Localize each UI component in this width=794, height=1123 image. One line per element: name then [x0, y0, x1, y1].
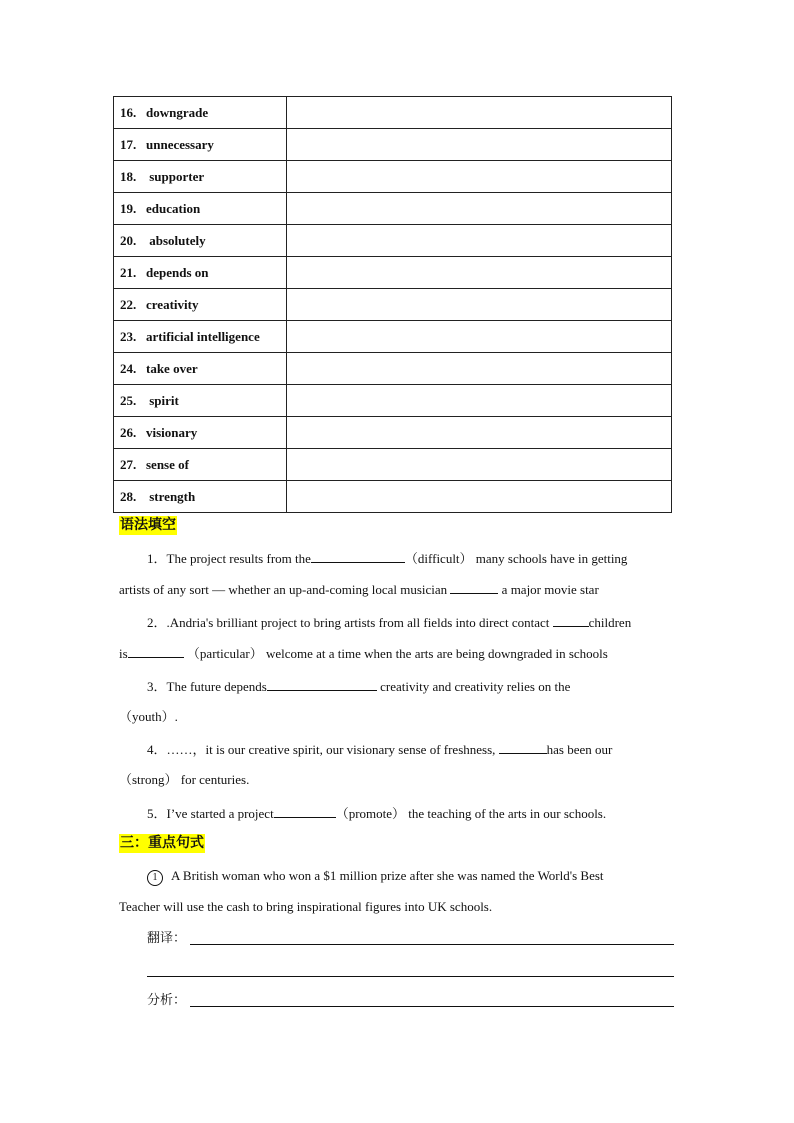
grammar-question-3-line-1: 3．The future depends creativity and creativity relies on the — [147, 679, 571, 694]
vocab-answer-cell[interactable] — [287, 193, 672, 225]
vocab-term-cell — [114, 193, 287, 225]
vocab-term-cell — [114, 353, 287, 385]
vocab-answer-cell[interactable] — [287, 385, 672, 417]
key-sentences-heading: 三：重点句式 — [120, 835, 204, 851]
answer-blank[interactable] — [450, 581, 498, 594]
answer-blank[interactable] — [267, 678, 377, 691]
grammar-question-4-line-2: （strong） for centuries. — [119, 772, 250, 787]
vocab-term-cell — [114, 385, 287, 417]
vocab-row — [114, 257, 672, 289]
vocab-number: 25. — [120, 392, 137, 408]
vocab-term: artificial intelligence — [146, 328, 260, 344]
vocab-term-cell — [114, 321, 287, 353]
vocab-answer-cell[interactable] — [287, 257, 672, 289]
vocab-number: 23. — [120, 328, 137, 344]
translation-answer-line-1[interactable] — [190, 944, 674, 945]
vocab-number: 24. — [120, 360, 137, 376]
vocab-term-cell — [114, 225, 287, 257]
vocab-number: 18. — [120, 168, 137, 184]
vocab-row — [114, 353, 672, 385]
vocab-answer-cell[interactable] — [287, 161, 672, 193]
circled-number-marker: 1 — [147, 870, 163, 886]
vocab-term-cell — [114, 161, 287, 193]
vocabulary-table — [113, 96, 672, 513]
vocab-term: sense of — [146, 456, 189, 472]
vocab-term: absolutely — [146, 232, 206, 248]
vocab-term: strength — [146, 488, 196, 504]
vocab-number: 21. — [120, 264, 137, 280]
vocab-row — [114, 97, 672, 129]
vocab-term: unnecessary — [146, 136, 214, 152]
vocab-term-cell — [114, 417, 287, 449]
vocab-row — [114, 161, 672, 193]
answer-blank[interactable] — [499, 741, 547, 754]
answer-blank[interactable] — [128, 645, 184, 658]
answer-blank[interactable] — [274, 805, 336, 818]
vocab-answer-cell[interactable] — [287, 321, 672, 353]
vocab-answer-cell[interactable] — [287, 129, 672, 161]
vocab-term-cell — [114, 449, 287, 481]
key-sentence-1-line-1: 1 A British woman who won a $1 million prize after she was named the World's Best — [147, 868, 674, 886]
vocab-term: education — [146, 200, 201, 216]
vocab-term: supporter — [146, 168, 205, 184]
vocab-answer-cell[interactable] — [287, 481, 672, 513]
vocab-term-cell — [114, 289, 287, 321]
vocab-number: 28. — [120, 488, 137, 504]
vocab-answer-cell[interactable] — [287, 289, 672, 321]
vocab-row — [114, 193, 672, 225]
vocab-term-cell — [114, 257, 287, 289]
vocab-term: spirit — [146, 392, 179, 408]
vocab-term: visionary — [146, 424, 198, 440]
vocab-term: downgrade — [146, 104, 209, 120]
vocab-term-cell — [114, 97, 287, 129]
vocab-number: 16. — [120, 104, 137, 120]
translation-answer-line-2[interactable] — [147, 976, 674, 977]
vocab-row — [114, 385, 672, 417]
vocab-row — [114, 225, 672, 257]
vocab-term: creativity — [146, 296, 199, 312]
vocab-answer-cell[interactable] — [287, 417, 672, 449]
vocab-number: 26. — [120, 424, 137, 440]
vocab-number: 19. — [120, 200, 137, 216]
vocab-answer-cell[interactable] — [287, 353, 672, 385]
vocab-row — [114, 129, 672, 161]
grammar-question-1-line-1: 1．The project results from the （difficult） many schools have in getting — [147, 551, 628, 566]
vocab-term-cell — [114, 481, 287, 513]
grammar-question-4-line-1: 4．……，it is our creative spirit, our visionary sense of freshness, has been our — [147, 742, 613, 757]
vocab-answer-cell[interactable] — [287, 449, 672, 481]
grammar-fill-heading: 语法填空 — [120, 517, 176, 533]
grammar-question-2-line-1: 2．.Andria's brilliant project to bring artists from all fields into direct contact children — [147, 615, 632, 630]
answer-blank[interactable] — [311, 550, 405, 563]
vocab-number: 20. — [120, 232, 137, 248]
answer-blank[interactable] — [553, 614, 589, 627]
vocab-row — [114, 417, 672, 449]
grammar-question-2-line-2: is （particular） welcome at a time when the arts are being downgraded in schools — [119, 646, 608, 661]
translation-label: 翻译： — [147, 931, 187, 946]
vocab-answer-cell[interactable] — [287, 225, 672, 257]
analysis-label: 分析： — [147, 993, 187, 1008]
vocab-row — [114, 321, 672, 353]
grammar-question-1-line-2: artists of any sort — whether an up-and-coming local musician a major movie star — [119, 582, 599, 597]
analysis-answer-line[interactable] — [190, 1006, 674, 1007]
grammar-question-5: 5．I’ve started a project （promote） the teaching of the arts in our schools. — [147, 806, 607, 821]
vocab-answer-cell[interactable] — [287, 97, 672, 129]
vocab-row — [114, 481, 672, 513]
vocab-row — [114, 289, 672, 321]
vocab-term: depends on — [146, 264, 209, 280]
vocab-term-cell — [114, 129, 287, 161]
vocab-row — [114, 449, 672, 481]
vocab-number: 17. — [120, 136, 137, 152]
vocab-number: 22. — [120, 296, 137, 312]
grammar-question-3-line-2: （youth）. — [119, 709, 178, 724]
vocab-number: 27. — [120, 456, 137, 472]
vocab-term: take over — [146, 360, 198, 376]
key-sentence-1-line-2: Teacher will use the cash to bring inspirational figures into UK schools. — [119, 899, 493, 914]
